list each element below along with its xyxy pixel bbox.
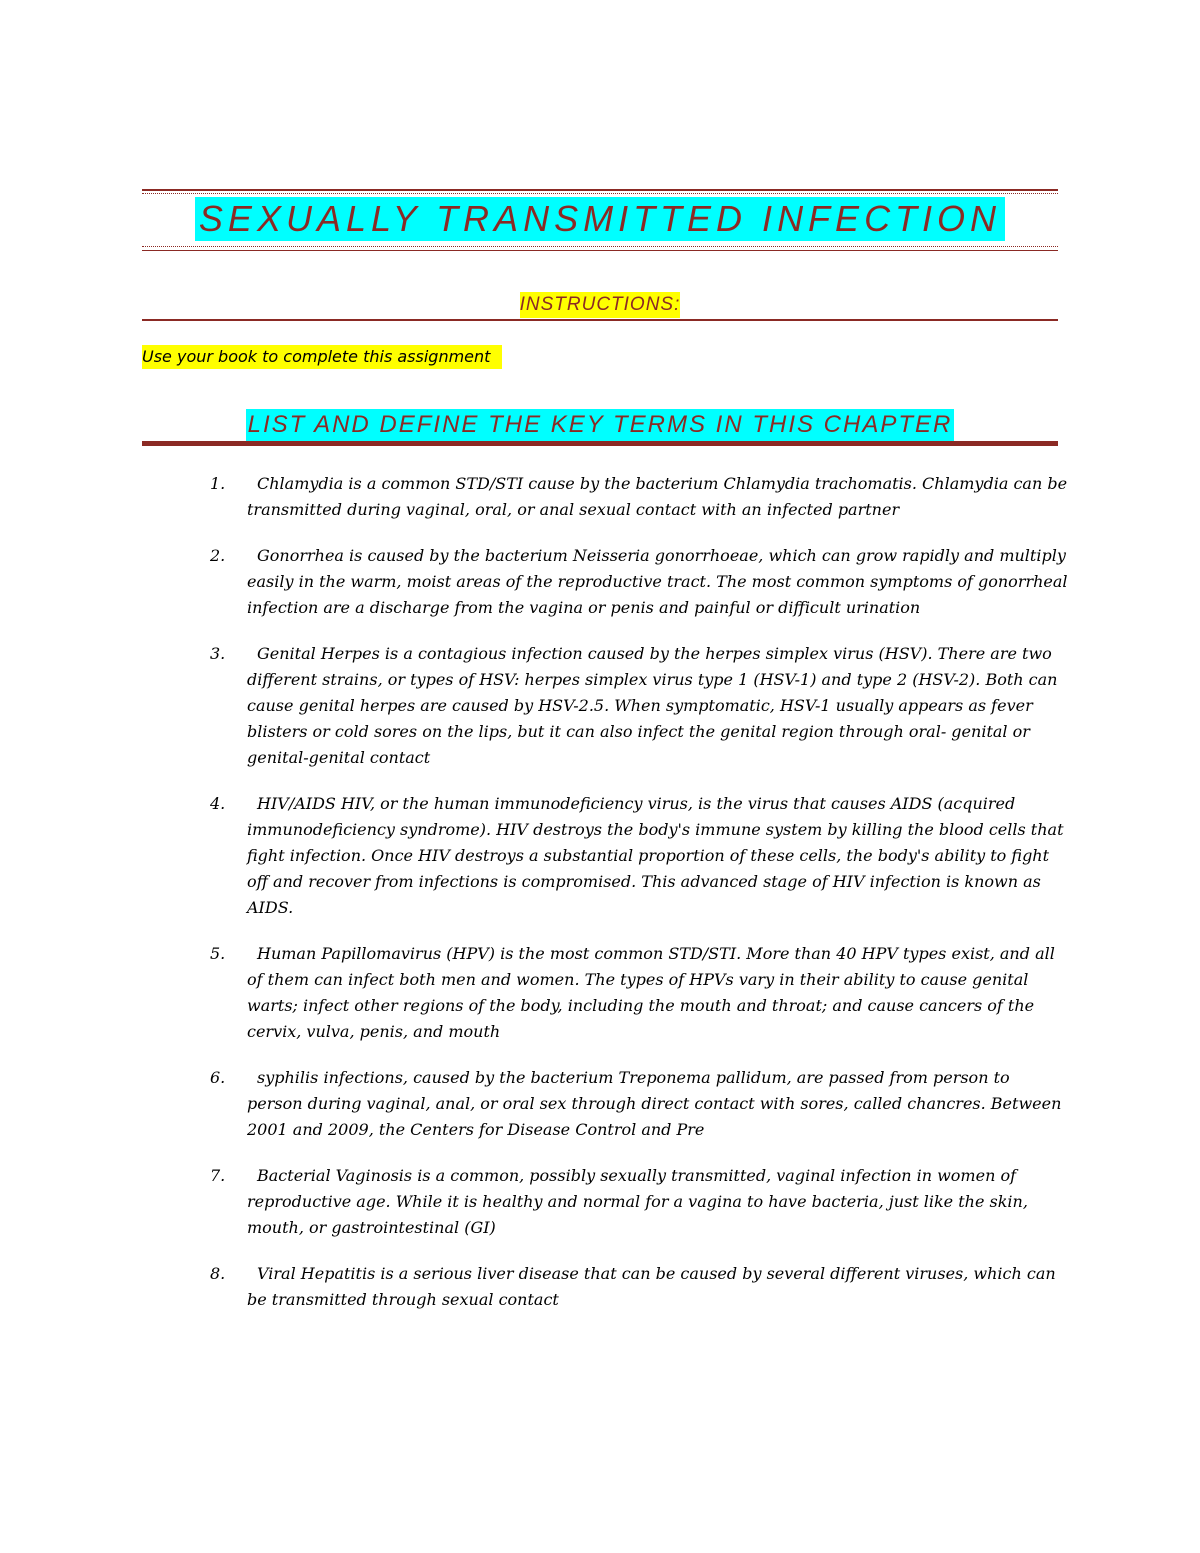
list-item-text: Chlamydia is a common STD/STI cause by the bacterium Chlamydia trachomatis. Chlamydia can be transmitted during vaginal, oral, or anal sexual contact with an infected partner	[247, 474, 1068, 519]
list-item-number: 2.	[210, 546, 226, 565]
list-item-number: 5.	[210, 944, 226, 963]
section-heading-block	[0, 409, 1200, 441]
instructions-rule	[142, 319, 1058, 321]
list-item	[210, 471, 1070, 523]
title-top-dotted-rule	[142, 193, 1058, 194]
section-heading: LIST AND DEFINE THE KEY TERMS IN THIS CHAPTER	[246, 409, 955, 441]
list-item	[210, 791, 1070, 921]
instructions-text: Use your book to complete this assignment	[142, 345, 502, 369]
list-item-text: HIV/AIDS HIV, or the human immunodeficiency virus, is the virus that causes AIDS (acquired immunodeficiency syndrome). HIV destroys the body's immune system by killing the blood cells that fight infection. Once HIV destroys a substantial proportion of these cells, the body's ability to fight off and recover from infections is compromised. This advanced stage of HIV infection is known as AIDS.	[247, 794, 1064, 917]
instructions-heading-block	[0, 292, 1200, 318]
title-bottom-dotted-rule	[142, 246, 1058, 247]
title-block	[0, 197, 1200, 241]
list-item-number: 6.	[210, 1068, 226, 1087]
title-bottom-rule	[142, 250, 1058, 251]
list-item-text: Genital Herpes is a contagious infection caused by the herpes simplex virus (HSV). There are two different strains, or types of HSV: herpes simplex virus type 1 (HSV-1) and type 2 (HSV-2). Both can cause genital herpes are caused by HSV-2.5. When symptomatic, HSV-1 usually appears as fever blisters or cold sores on the lips, but it can also infect the genital region through oral- genital or genital-genital contact	[247, 644, 1058, 767]
list-item	[210, 1163, 1070, 1241]
list-item-number: 4.	[210, 794, 226, 813]
list-item-number: 1.	[210, 474, 226, 493]
list-item-text: syphilis infections, caused by the bacterium Treponema pallidum, are passed from person to person during vaginal, anal, or oral sex through direct contact with sores, called chancres. Between 2001 and 2009, the Centers for Disease Control and Pre	[247, 1068, 1062, 1139]
document-title: SEXUALLY TRANSMITTED INFECTION	[195, 197, 1005, 241]
list-item	[210, 1065, 1070, 1143]
list-item-text: Human Papillomavirus (HPV) is the most common STD/STI. More than 40 HPV types exist, and all of them can infect both men and women. The types of HPVs vary in their ability to cause genital warts; infect other regions of the body, including the mouth and throat; and cause cancers of the cervix, vulva, penis, and mouth	[247, 944, 1055, 1041]
list-item-text: Viral Hepatitis is a serious liver disease that can be caused by several different viruses, which can be transmitted through sexual contact	[247, 1264, 1056, 1309]
title-top-rule	[142, 189, 1058, 191]
list-item	[210, 1261, 1070, 1313]
instructions-heading: INSTRUCTIONS:	[520, 292, 681, 318]
list-item-text: Bacterial Vaginosis is a common, possibly sexually transmitted, vaginal infection in women of reproductive age. While it is healthy and normal for a vagina to have bacteria, just like the skin, mouth, or gastrointestinal (GI)	[247, 1166, 1028, 1237]
list-item-text: Gonorrhea is caused by the bacterium Neisseria gonorrhoeae, which can grow rapidly and multiply easily in the warm, moist areas of the reproductive tract. The most common symptoms of gonorrheal infection are a discharge from the vagina or penis and painful or difficult urination	[247, 546, 1068, 617]
list-item	[210, 641, 1070, 771]
list-item-number: 8.	[210, 1264, 226, 1283]
list-item	[210, 941, 1070, 1045]
list-item	[210, 543, 1070, 621]
list-item-number: 7.	[210, 1166, 226, 1185]
list-item-number: 3.	[210, 644, 226, 663]
section-rule	[142, 441, 1058, 446]
key-terms-list	[210, 471, 1070, 1333]
